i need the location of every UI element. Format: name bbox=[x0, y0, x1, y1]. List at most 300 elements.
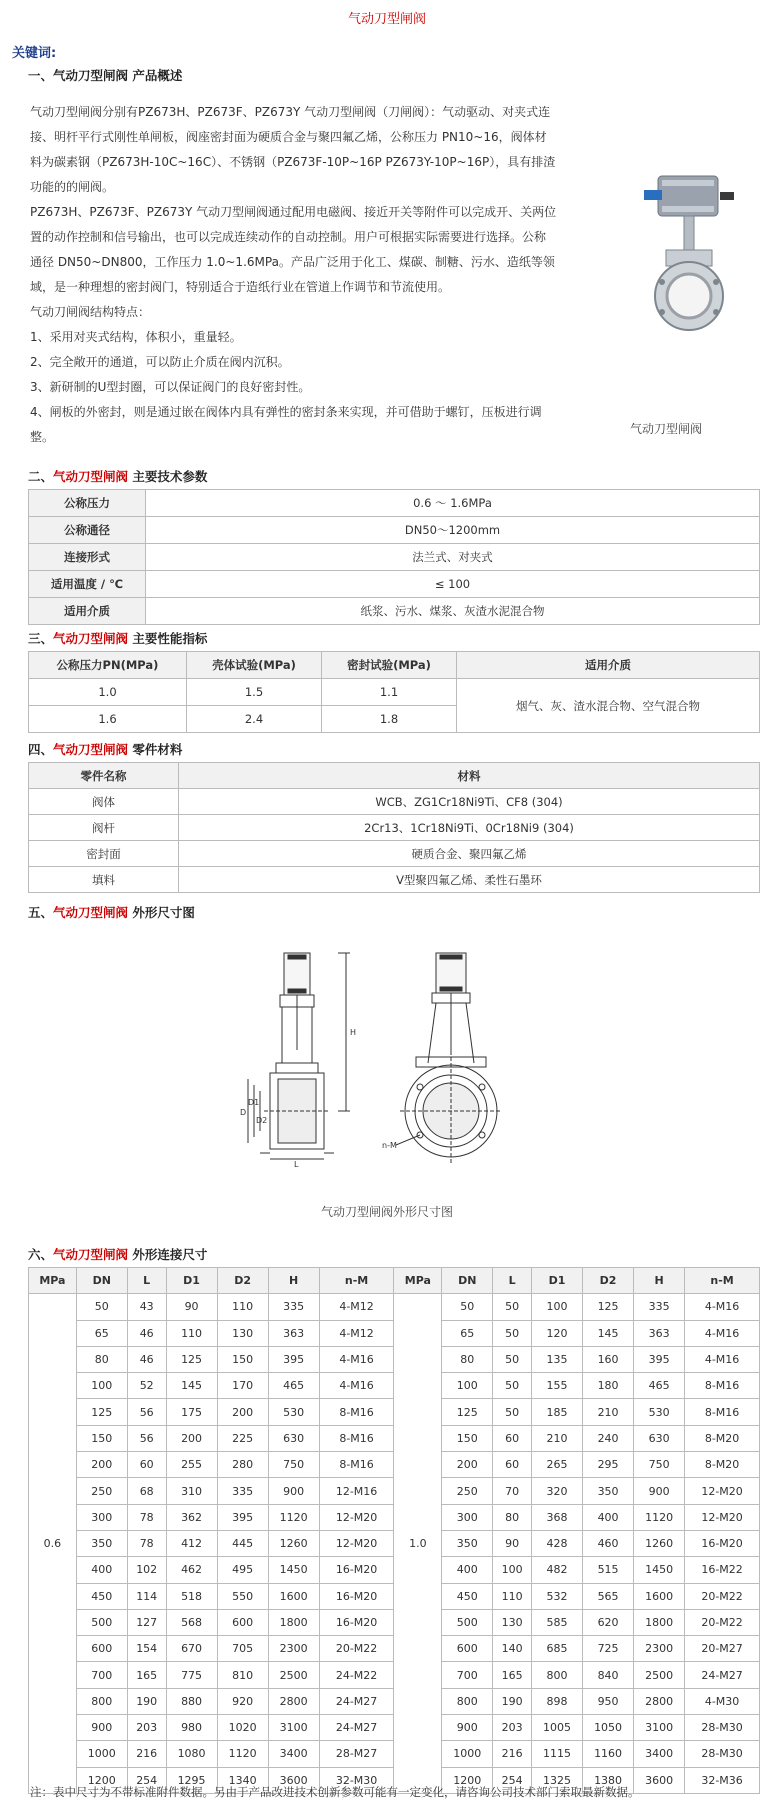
intro-line: 料为碳素钢（PZ673H-10C~16C）、不锈钢（PZ673F-10P~16P PZ673Y-10P~16P），具有排渣 bbox=[30, 155, 556, 169]
dims-cell: 300 bbox=[76, 1504, 127, 1530]
section-heading-performance bbox=[28, 629, 207, 647]
dims-cell: 254 bbox=[493, 1767, 532, 1793]
perf-media: 烟气、灰、渣水混合物、空气混合物 bbox=[457, 679, 760, 733]
dims-cell: 4-M16 bbox=[319, 1373, 394, 1399]
section-heading-dimensions bbox=[28, 1245, 207, 1263]
intro-line: PZ673H、PZ673F、PZ673Y 气动刀型闸阀通过配用电磁阀、接近开关等附件可以完成开、关两位 bbox=[30, 205, 557, 219]
dims-cell: 78 bbox=[127, 1530, 166, 1556]
dims-cell: 216 bbox=[127, 1741, 166, 1767]
dims-cell: 56 bbox=[127, 1425, 166, 1451]
dims-cell: 250 bbox=[76, 1478, 127, 1504]
dims-cell: 1020 bbox=[217, 1715, 268, 1741]
dims-cell: 90 bbox=[166, 1294, 217, 1320]
dims-cell: 225 bbox=[217, 1425, 268, 1451]
dims-cell: 350 bbox=[76, 1530, 127, 1556]
dims-cell: 530 bbox=[634, 1399, 685, 1425]
materials-row bbox=[29, 815, 760, 841]
materials-cell: 阀杆 bbox=[29, 815, 179, 841]
dims-cell: 800 bbox=[442, 1688, 493, 1714]
dims-cell: 1000 bbox=[442, 1741, 493, 1767]
dims-cell: 50 bbox=[76, 1294, 127, 1320]
dims-cell: 1450 bbox=[634, 1557, 685, 1583]
dims-header: D1 bbox=[532, 1268, 583, 1294]
dims-cell: 395 bbox=[217, 1504, 268, 1530]
dims-cell: 670 bbox=[166, 1636, 217, 1662]
materials-cell: WCB、ZG1Cr18Ni9Ti、CF8 (304) bbox=[179, 789, 760, 815]
dims-cell: 50 bbox=[493, 1399, 532, 1425]
dims-cell: 920 bbox=[217, 1688, 268, 1714]
dims-cell: 102 bbox=[127, 1557, 166, 1583]
materials-row bbox=[29, 841, 760, 867]
dims-cell: 495 bbox=[217, 1557, 268, 1583]
dims-header: D1 bbox=[166, 1268, 217, 1294]
intro-line: 气动刀型闸阀分别有PZ673H、PZ673F、PZ673Y 气动刀型闸阀（刀闸阀）：气动驱动、对夹式连 bbox=[30, 105, 551, 119]
tech-value: 0.6 ～ 1.6MPa bbox=[146, 490, 760, 517]
tech-params-table bbox=[28, 489, 760, 625]
intro-line: 4、闸板的外密封，则是通过嵌在阀体内具有弹性的密封条来实现，并可借助于螺钉，压板进行调 bbox=[30, 405, 542, 419]
dims-cell: 1120 bbox=[268, 1504, 319, 1530]
drawing-label-d: D bbox=[240, 1108, 247, 1117]
dims-cell: 24-M27 bbox=[319, 1715, 394, 1741]
drawing-label-d2: D2 bbox=[256, 1116, 268, 1125]
dims-cell: 125 bbox=[166, 1346, 217, 1372]
dims-cell: 450 bbox=[442, 1583, 493, 1609]
dims-cell: 165 bbox=[493, 1662, 532, 1688]
dims-header: H bbox=[634, 1268, 685, 1294]
tech-row bbox=[29, 490, 760, 517]
section-title: 零件材料 bbox=[128, 742, 183, 757]
section-heading-overview bbox=[28, 66, 182, 84]
dims-cell: 1005 bbox=[532, 1715, 583, 1741]
dims-cell: 1000 bbox=[76, 1741, 127, 1767]
dims-cell: 60 bbox=[493, 1425, 532, 1451]
dims-cell: 8-M16 bbox=[685, 1399, 760, 1425]
drawing-label-h: H bbox=[350, 1028, 357, 1037]
dims-cell: 240 bbox=[583, 1425, 634, 1451]
dims-cell: 200 bbox=[442, 1452, 493, 1478]
dims-cell: 1115 bbox=[532, 1741, 583, 1767]
perf-header: 壳体试验(MPa) bbox=[187, 652, 322, 679]
dims-cell: 80 bbox=[442, 1346, 493, 1372]
dims-cell: 400 bbox=[442, 1557, 493, 1583]
dims-cell: 100 bbox=[532, 1294, 583, 1320]
dims-cell: 1800 bbox=[634, 1609, 685, 1635]
dims-cell: 12-M16 bbox=[319, 1478, 394, 1504]
dims-header: n-M bbox=[319, 1268, 394, 1294]
keywords-label: 关键词: bbox=[12, 46, 57, 61]
dims-cell: 775 bbox=[166, 1662, 217, 1688]
dims-cell: 127 bbox=[127, 1609, 166, 1635]
dims-cell: 750 bbox=[634, 1452, 685, 1478]
dims-cell: 8-M16 bbox=[319, 1425, 394, 1451]
dims-cell: 3400 bbox=[634, 1741, 685, 1767]
dims-cell: 140 bbox=[493, 1636, 532, 1662]
dims-cell: 150 bbox=[76, 1425, 127, 1451]
dims-cell: 532 bbox=[532, 1583, 583, 1609]
dims-cell: 100 bbox=[493, 1557, 532, 1583]
dims-cell: 46 bbox=[127, 1346, 166, 1372]
intro-line: 置的动作控制和信号输出，也可以完成连续动作的自动控制。用户可根据实际需要进行选择。公称 bbox=[30, 230, 547, 244]
dims-cell: 8-M20 bbox=[685, 1425, 760, 1451]
dims-cell: 16-M20 bbox=[319, 1583, 394, 1609]
dims-cell: 150 bbox=[442, 1425, 493, 1451]
dims-cell: 200 bbox=[76, 1452, 127, 1478]
dims-cell: 1450 bbox=[268, 1557, 319, 1583]
dims-cell: 280 bbox=[217, 1452, 268, 1478]
dims-cell: 130 bbox=[493, 1609, 532, 1635]
dims-cell: 1800 bbox=[268, 1609, 319, 1635]
performance-table bbox=[28, 651, 760, 733]
perf-cell: 1.8 bbox=[322, 706, 457, 733]
dims-cell: 950 bbox=[583, 1688, 634, 1714]
dims-cell: 445 bbox=[217, 1530, 268, 1556]
section-model: 气动刀型闸阀 bbox=[53, 742, 129, 757]
dims-cell: 4-M16 bbox=[685, 1294, 760, 1320]
dims-cell: 203 bbox=[127, 1715, 166, 1741]
dims-cell: 630 bbox=[268, 1425, 319, 1451]
tech-label: 连接形式 bbox=[29, 544, 146, 571]
dims-cell: 110 bbox=[166, 1320, 217, 1346]
dims-cell: 465 bbox=[634, 1373, 685, 1399]
dims-cell: 320 bbox=[532, 1478, 583, 1504]
dims-cell: 1340 bbox=[217, 1767, 268, 1793]
section-number: 三、 bbox=[28, 631, 54, 646]
dims-cell: 255 bbox=[166, 1452, 217, 1478]
dims-cell: 368 bbox=[532, 1504, 583, 1530]
section-title: 主要技术参数 bbox=[128, 469, 208, 484]
tech-label: 公称压力 bbox=[29, 490, 146, 517]
dims-cell: 840 bbox=[583, 1662, 634, 1688]
dims-cell: 3100 bbox=[268, 1715, 319, 1741]
dims-cell: 16-M20 bbox=[319, 1557, 394, 1583]
dims-cell: 24-M27 bbox=[685, 1662, 760, 1688]
dims-cell: 155 bbox=[532, 1373, 583, 1399]
dims-cell: 78 bbox=[127, 1504, 166, 1530]
dims-cell: 568 bbox=[166, 1609, 217, 1635]
dims-cell: 1600 bbox=[634, 1583, 685, 1609]
dims-cell: 1200 bbox=[76, 1767, 127, 1793]
dims-cell: 428 bbox=[532, 1530, 583, 1556]
tech-label: 适用温度 / ℃ bbox=[29, 571, 146, 598]
dims-cell: 8-M20 bbox=[685, 1452, 760, 1478]
section-model: 气动刀型闸阀 bbox=[53, 905, 129, 920]
perf-row bbox=[29, 679, 760, 706]
dims-cell: 2300 bbox=[268, 1636, 319, 1662]
dims-cell: 335 bbox=[217, 1478, 268, 1504]
dims-cell: 900 bbox=[268, 1478, 319, 1504]
dims-cell: 310 bbox=[166, 1478, 217, 1504]
perf-cell: 1.6 bbox=[29, 706, 187, 733]
dims-cell: 750 bbox=[268, 1452, 319, 1478]
section-title: 外形尺寸图 bbox=[128, 905, 195, 920]
dims-cell: 685 bbox=[532, 1636, 583, 1662]
dims-cell: 180 bbox=[583, 1373, 634, 1399]
dims-cell: 65 bbox=[76, 1320, 127, 1346]
dims-cell: 154 bbox=[127, 1636, 166, 1662]
dims-cell: 1325 bbox=[532, 1767, 583, 1793]
section-number: 四、 bbox=[28, 742, 54, 757]
dims-cell: 530 bbox=[268, 1399, 319, 1425]
dims-cell: 2800 bbox=[268, 1688, 319, 1714]
tech-row bbox=[29, 598, 760, 625]
materials-table bbox=[28, 762, 760, 893]
drawing-label-d1: D1 bbox=[248, 1098, 260, 1107]
dims-cell: 56 bbox=[127, 1399, 166, 1425]
dims-cell: 3600 bbox=[268, 1767, 319, 1793]
dims-header: n-M bbox=[685, 1268, 760, 1294]
dims-cell: 515 bbox=[583, 1557, 634, 1583]
section-title: 产品概述 bbox=[128, 68, 183, 83]
footnote: 注：表中尺寸为不带标准附件数据。另由于产品改进技术创新参数可能有一定变化，请咨询公司技术部门索取最新数据。 bbox=[30, 1785, 640, 1799]
dims-cell: 518 bbox=[166, 1583, 217, 1609]
section-heading-materials bbox=[28, 740, 182, 758]
dims-cell: 362 bbox=[166, 1504, 217, 1530]
dims-mpa-right: 1.0 bbox=[394, 1294, 442, 1794]
dims-cell: 705 bbox=[217, 1636, 268, 1662]
dims-cell: 90 bbox=[493, 1530, 532, 1556]
dims-cell: 60 bbox=[127, 1452, 166, 1478]
materials-row bbox=[29, 867, 760, 893]
perf-header: 公称压力PN(MPa) bbox=[29, 652, 187, 679]
dims-cell: 585 bbox=[532, 1609, 583, 1635]
dims-cell: 300 bbox=[442, 1504, 493, 1530]
dims-cell: 900 bbox=[634, 1478, 685, 1504]
dims-cell: 3100 bbox=[634, 1715, 685, 1741]
dims-cell: 16-M20 bbox=[685, 1530, 760, 1556]
dims-cell: 412 bbox=[166, 1530, 217, 1556]
dims-cell: 450 bbox=[76, 1583, 127, 1609]
dims-header: L bbox=[127, 1268, 166, 1294]
intro-line: 域，是一种理想的密封阀门，特别适合于造纸行业在管道上作调节和节流使用。 bbox=[30, 280, 451, 294]
perf-header: 密封试验(MPa) bbox=[322, 652, 457, 679]
dims-cell: 400 bbox=[76, 1557, 127, 1583]
dims-cell: 810 bbox=[217, 1662, 268, 1688]
dims-cell: 114 bbox=[127, 1583, 166, 1609]
dims-cell: 2300 bbox=[634, 1636, 685, 1662]
dims-cell: 295 bbox=[583, 1452, 634, 1478]
dims-cell: 600 bbox=[76, 1636, 127, 1662]
intro-line: 3、新研制的U型封圈，可以保证阀门的良好密封性。 bbox=[30, 380, 311, 394]
dims-cell: 60 bbox=[493, 1452, 532, 1478]
dims-cell: 200 bbox=[166, 1425, 217, 1451]
dims-cell: 900 bbox=[442, 1715, 493, 1741]
tech-value: DN50～1200mm bbox=[146, 517, 760, 544]
dims-cell: 20-M27 bbox=[685, 1636, 760, 1662]
dims-cell: 100 bbox=[76, 1373, 127, 1399]
dims-cell: 28-M27 bbox=[319, 1741, 394, 1767]
dims-cell: 1380 bbox=[583, 1767, 634, 1793]
dims-cell: 4-M30 bbox=[685, 1688, 760, 1714]
dims-cell: 160 bbox=[583, 1346, 634, 1372]
dims-cell: 350 bbox=[583, 1478, 634, 1504]
dimensions-table bbox=[28, 1267, 760, 1794]
dims-cell: 1080 bbox=[166, 1741, 217, 1767]
dims-cell: 600 bbox=[217, 1609, 268, 1635]
dims-cell: 2800 bbox=[634, 1688, 685, 1714]
dims-cell: 363 bbox=[634, 1320, 685, 1346]
materials-cell: V型聚四氟乙烯、柔性石墨环 bbox=[179, 867, 760, 893]
perf-cell: 1.0 bbox=[29, 679, 187, 706]
dims-cell: 4-M12 bbox=[319, 1294, 394, 1320]
tech-value: 纸浆、污水、煤浆、灰渣水泥混合物 bbox=[146, 598, 760, 625]
dims-cell: 210 bbox=[583, 1399, 634, 1425]
intro-line: 接、明杆平行式刚性单闸板，阀座密封面为硬质合金与聚四氟乙烯，公称压力 PN10~16，阀体材 bbox=[30, 130, 547, 144]
dims-cell: 500 bbox=[442, 1609, 493, 1635]
dims-cell: 20-M22 bbox=[685, 1609, 760, 1635]
tech-value: 法兰式、对夹式 bbox=[146, 544, 760, 571]
materials-row bbox=[29, 789, 760, 815]
dims-cell: 68 bbox=[127, 1478, 166, 1504]
dims-cell: 125 bbox=[76, 1399, 127, 1425]
perf-cell: 1.5 bbox=[187, 679, 322, 706]
dims-cell: 100 bbox=[442, 1373, 493, 1399]
intro-text bbox=[30, 100, 560, 450]
dims-cell: 203 bbox=[493, 1715, 532, 1741]
dims-header: MPa bbox=[394, 1268, 442, 1294]
dims-cell: 3400 bbox=[268, 1741, 319, 1767]
dims-cell: 4-M16 bbox=[319, 1346, 394, 1372]
tech-value: ≤ 100 bbox=[146, 571, 760, 598]
dims-cell: 80 bbox=[76, 1346, 127, 1372]
dims-cell: 335 bbox=[634, 1294, 685, 1320]
dims-header: L bbox=[493, 1268, 532, 1294]
dims-cell: 460 bbox=[583, 1530, 634, 1556]
section-number: 五、 bbox=[28, 905, 54, 920]
dims-cell: 20-M22 bbox=[685, 1583, 760, 1609]
tech-row bbox=[29, 544, 760, 571]
dims-cell: 1050 bbox=[583, 1715, 634, 1741]
tech-row bbox=[29, 517, 760, 544]
perf-cell: 1.1 bbox=[322, 679, 457, 706]
dims-cell: 363 bbox=[268, 1320, 319, 1346]
dims-header: D2 bbox=[583, 1268, 634, 1294]
materials-header: 零件名称 bbox=[29, 763, 179, 789]
dims-cell: 216 bbox=[493, 1741, 532, 1767]
dims-cell: 335 bbox=[268, 1294, 319, 1320]
tech-label: 适用介质 bbox=[29, 598, 146, 625]
dims-cell: 190 bbox=[493, 1688, 532, 1714]
intro-line: 1、采用对夹式结构，体积小，重量轻。 bbox=[30, 330, 242, 344]
dims-cell: 50 bbox=[442, 1294, 493, 1320]
section-model: 气动刀型闸阀 bbox=[53, 68, 129, 83]
drawing-label-nm: n-M bbox=[382, 1141, 397, 1150]
materials-header: 材料 bbox=[179, 763, 760, 789]
dims-cell: 110 bbox=[217, 1294, 268, 1320]
dims-cell: 880 bbox=[166, 1688, 217, 1714]
dims-cell: 462 bbox=[166, 1557, 217, 1583]
dims-cell: 24-M22 bbox=[319, 1662, 394, 1688]
section-model: 气动刀型闸阀 bbox=[53, 1247, 129, 1262]
intro-line: 气动刀闸阀结构特点： bbox=[30, 305, 151, 319]
dims-cell: 800 bbox=[76, 1688, 127, 1714]
dims-cell: 500 bbox=[76, 1609, 127, 1635]
dims-cell: 395 bbox=[268, 1346, 319, 1372]
dims-cell: 50 bbox=[493, 1320, 532, 1346]
dims-cell: 8-M16 bbox=[319, 1452, 394, 1478]
materials-cell: 阀体 bbox=[29, 789, 179, 815]
dims-cell: 482 bbox=[532, 1557, 583, 1583]
dims-cell: 400 bbox=[583, 1504, 634, 1530]
dims-cell: 620 bbox=[583, 1609, 634, 1635]
dims-cell: 120 bbox=[532, 1320, 583, 1346]
section-heading-drawing bbox=[28, 903, 195, 921]
section-heading-tech bbox=[28, 467, 207, 485]
dims-cell: 125 bbox=[583, 1294, 634, 1320]
dims-header: DN bbox=[442, 1268, 493, 1294]
dims-cell: 254 bbox=[127, 1767, 166, 1793]
section-model: 气动刀型闸阀 bbox=[53, 469, 129, 484]
dims-cell: 2500 bbox=[268, 1662, 319, 1688]
section-number: 六、 bbox=[28, 1247, 54, 1262]
dims-cell: 565 bbox=[583, 1583, 634, 1609]
tech-row bbox=[29, 571, 760, 598]
dims-cell: 28-M30 bbox=[685, 1715, 760, 1741]
dims-cell: 43 bbox=[127, 1294, 166, 1320]
dims-cell: 32-M30 bbox=[319, 1767, 394, 1793]
section-number: 二、 bbox=[28, 469, 54, 484]
dims-header: MPa bbox=[29, 1268, 77, 1294]
dims-cell: 600 bbox=[442, 1636, 493, 1662]
dims-cell: 1160 bbox=[583, 1741, 634, 1767]
dims-cell: 130 bbox=[217, 1320, 268, 1346]
dims-cell: 900 bbox=[76, 1715, 127, 1741]
tech-label: 公称通径 bbox=[29, 517, 146, 544]
dims-cell: 52 bbox=[127, 1373, 166, 1399]
dims-cell: 265 bbox=[532, 1452, 583, 1478]
dims-cell: 700 bbox=[76, 1662, 127, 1688]
dims-cell: 4-M16 bbox=[685, 1346, 760, 1372]
section-model: 气动刀型闸阀 bbox=[53, 631, 129, 646]
dims-cell: 210 bbox=[532, 1425, 583, 1451]
dims-mpa-left: 0.6 bbox=[29, 1294, 77, 1794]
dims-cell: 16-M22 bbox=[685, 1557, 760, 1583]
dims-cell: 1260 bbox=[268, 1530, 319, 1556]
intro-line: 通径 DN50~DN800，工作压力 1.0~1.6MPa。产品广泛用于化工、煤碳、制糖、污水、造纸等领 bbox=[30, 255, 555, 269]
dims-cell: 1295 bbox=[166, 1767, 217, 1793]
dims-cell: 725 bbox=[583, 1636, 634, 1662]
dims-cell: 1200 bbox=[442, 1767, 493, 1793]
dims-cell: 50 bbox=[493, 1373, 532, 1399]
dims-cell: 898 bbox=[532, 1688, 583, 1714]
materials-cell: 密封面 bbox=[29, 841, 179, 867]
dims-cell: 980 bbox=[166, 1715, 217, 1741]
dims-cell: 145 bbox=[166, 1373, 217, 1399]
perf-cell: 2.4 bbox=[187, 706, 322, 733]
dims-cell: 1120 bbox=[634, 1504, 685, 1530]
page-title: 气动刀型闸阀 bbox=[347, 12, 426, 27]
materials-cell: 2Cr13、1Cr18Ni9Ti、0Cr18Ni9 (304) bbox=[179, 815, 760, 841]
dims-row bbox=[29, 1294, 760, 1320]
dims-cell: 4-M12 bbox=[319, 1320, 394, 1346]
dims-header: D2 bbox=[217, 1268, 268, 1294]
dims-cell: 125 bbox=[442, 1399, 493, 1425]
dims-cell: 32-M36 bbox=[685, 1767, 760, 1793]
dims-cell: 8-M16 bbox=[319, 1399, 394, 1425]
dims-cell: 165 bbox=[127, 1662, 166, 1688]
dims-cell: 24-M27 bbox=[319, 1688, 394, 1714]
section-title: 主要性能指标 bbox=[128, 631, 208, 646]
dims-cell: 135 bbox=[532, 1346, 583, 1372]
intro-line: 2、完全敞开的通道，可以防止介质在阀内沉积。 bbox=[30, 355, 290, 369]
dims-cell: 550 bbox=[217, 1583, 268, 1609]
dims-cell: 110 bbox=[493, 1583, 532, 1609]
intro-line: 功能的的闸阀。 bbox=[30, 180, 115, 194]
dims-cell: 1260 bbox=[634, 1530, 685, 1556]
product-image-caption: 气动刀型闸阀 bbox=[630, 422, 703, 436]
section-title: 外形连接尺寸 bbox=[128, 1247, 208, 1262]
dims-cell: 12-M20 bbox=[685, 1478, 760, 1504]
dims-cell: 150 bbox=[217, 1346, 268, 1372]
